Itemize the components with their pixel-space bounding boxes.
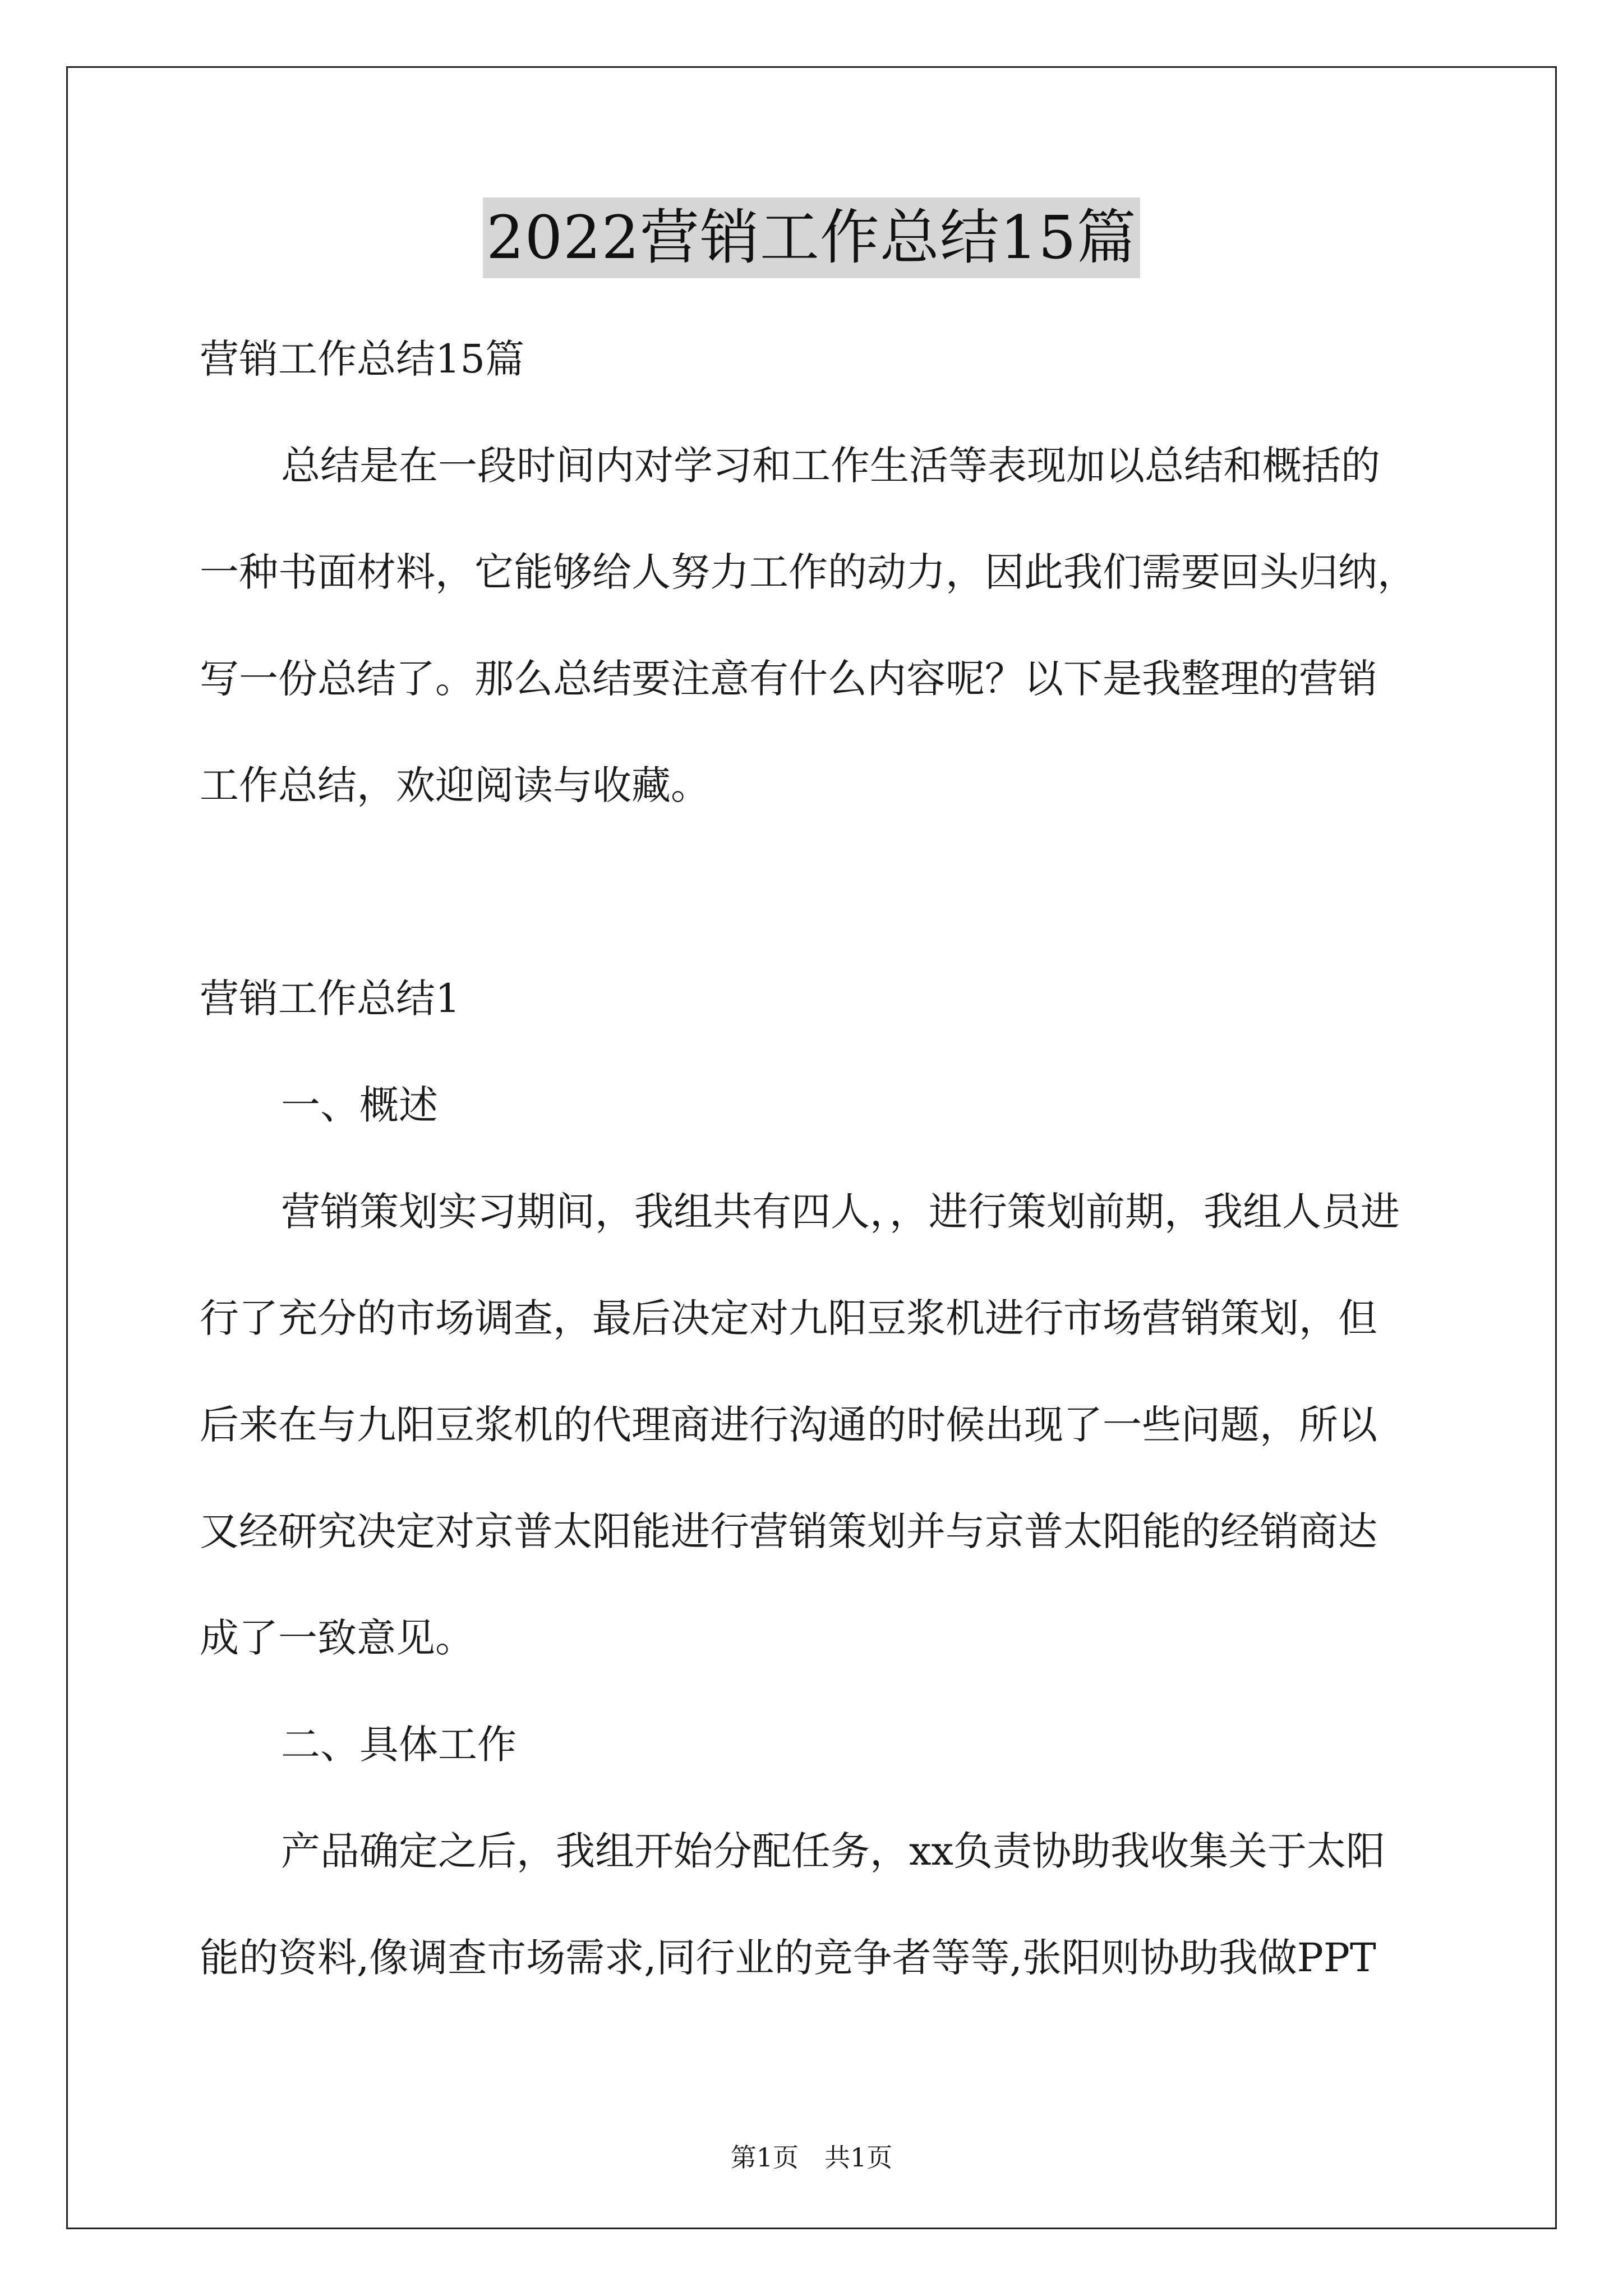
- subsection-heading: 一、概述: [281, 1082, 438, 1128]
- paragraph-line: 能的资料,像调查市场需求,同行业的竞争者等等,张阳则协助我做PPT: [200, 1935, 1376, 1981]
- document-title: 2022营销工作总结15篇: [483, 197, 1140, 278]
- subsection-heading: 二、具体工作: [281, 1722, 517, 1768]
- paragraph-line: 一种书面材料，它能够给人努力工作的动力，因此我们需要回头归纳，: [200, 549, 1417, 595]
- paragraph-line: 后来在与九阳豆浆机的代理商进行沟通的时候出现了一些问题，所以: [200, 1402, 1377, 1448]
- paragraph-line: 写一份总结了。那么总结要注意有什么内容呢？以下是我整理的营销: [200, 656, 1377, 702]
- paragraph-line: 总结是在一段时间内对学习和工作生活等表现加以总结和概括的: [281, 443, 1380, 489]
- paragraph-line: 产品确定之后，我组开始分配任务，xx负责协助我收集关于太阳: [281, 1828, 1385, 1874]
- blank-line: [200, 839, 1433, 945]
- paragraph-line: 营销工作总结15篇: [200, 336, 525, 382]
- paragraph-line: 又经研究决定对京普太阳能进行营销策划并与京普太阳能的经销商达: [200, 1508, 1377, 1554]
- paragraph-line: 行了充分的市场调查，最后决定对九阳豆浆机进行市场营销策划，但: [200, 1295, 1377, 1341]
- page-footer: 第1页 共1页: [730, 2142, 893, 2173]
- paragraph-line: 工作总结，欢迎阅读与收藏。: [200, 762, 710, 808]
- document-body: [200, 306, 1433, 2011]
- section-heading: 营销工作总结1: [200, 976, 460, 1022]
- paragraph-line: 营销策划实习期间，我组共有四人，，进行策划前期，我组人员进: [281, 1189, 1400, 1235]
- title-area: [0, 197, 1623, 278]
- paragraph-line: 成了一致意见。: [200, 1615, 474, 1661]
